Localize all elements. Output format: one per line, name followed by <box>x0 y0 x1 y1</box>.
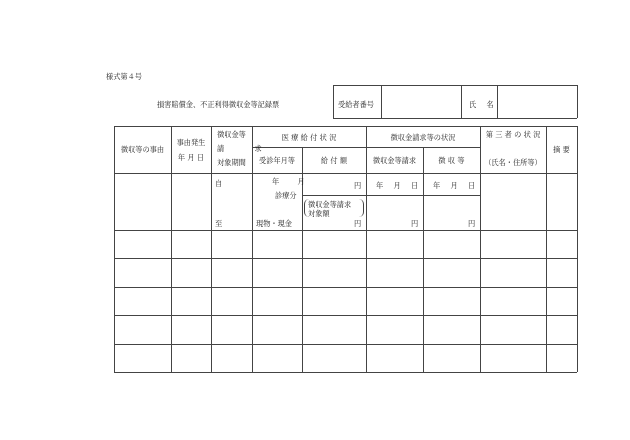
header-claim-period-2: 請 求 <box>217 144 276 153</box>
row1-claim-request-date: 年 月 日 <box>376 181 423 190</box>
header-reason: 徴収等の事由 <box>120 145 165 154</box>
header-third-party-1: 第 三 者 の 状 況 <box>485 130 541 139</box>
row1-in-kind-cash: 現物・現金 <box>256 219 292 228</box>
name-field[interactable] <box>498 86 576 117</box>
row1-benefit-yen: 円 <box>354 181 362 190</box>
row1-exam-part: 診療分 <box>275 191 297 200</box>
header-occurrence-2: 年 月 日 <box>177 153 205 162</box>
header-claim-period-3: 対象期間 <box>217 158 246 167</box>
name-label: 氏 名 <box>469 100 498 109</box>
form-title: 損害賠償金、不正利得徴収金等記録票 <box>157 100 280 109</box>
header-medical-status: 医 療 給 付 状 況 <box>281 133 337 142</box>
recipient-number-label: 受給者番号 <box>338 100 374 109</box>
row1-collection-yen: 円 <box>468 219 476 228</box>
claim-target-bracket <box>304 199 364 219</box>
header-occurrence-1: 事由発生 <box>176 138 206 147</box>
header-remarks: 摘 要 <box>553 145 570 154</box>
header-benefit-amount: 給 付 額 <box>320 156 348 165</box>
header-collection: 徴 収 等 <box>438 156 465 165</box>
recipient-number-field[interactable] <box>382 86 460 117</box>
row1-from: 自 <box>215 179 223 188</box>
claim-target-label-1: 徴収金等請求 <box>308 200 352 209</box>
claim-target-label-2: 対象額 <box>308 209 330 218</box>
row1-claim-target-yen: 円 <box>354 219 362 228</box>
header-exam-month: 受診年月等 <box>259 156 295 165</box>
header-third-party-2: （氏名・住所等） <box>484 158 542 167</box>
row1-claim-request-yen: 円 <box>411 219 419 228</box>
header-claim-period-1: 徴収金等 <box>217 130 246 139</box>
row1-year-month: 年 月 <box>272 177 313 186</box>
header-claim-status: 徴収金請求等の状況 <box>390 133 456 142</box>
row1-to: 至 <box>215 219 223 228</box>
row1-collection-date: 年 月 日 <box>433 181 480 190</box>
form-number: 様式第４号 <box>106 72 142 81</box>
header-claim-request: 徴収金等請求 <box>372 156 417 165</box>
